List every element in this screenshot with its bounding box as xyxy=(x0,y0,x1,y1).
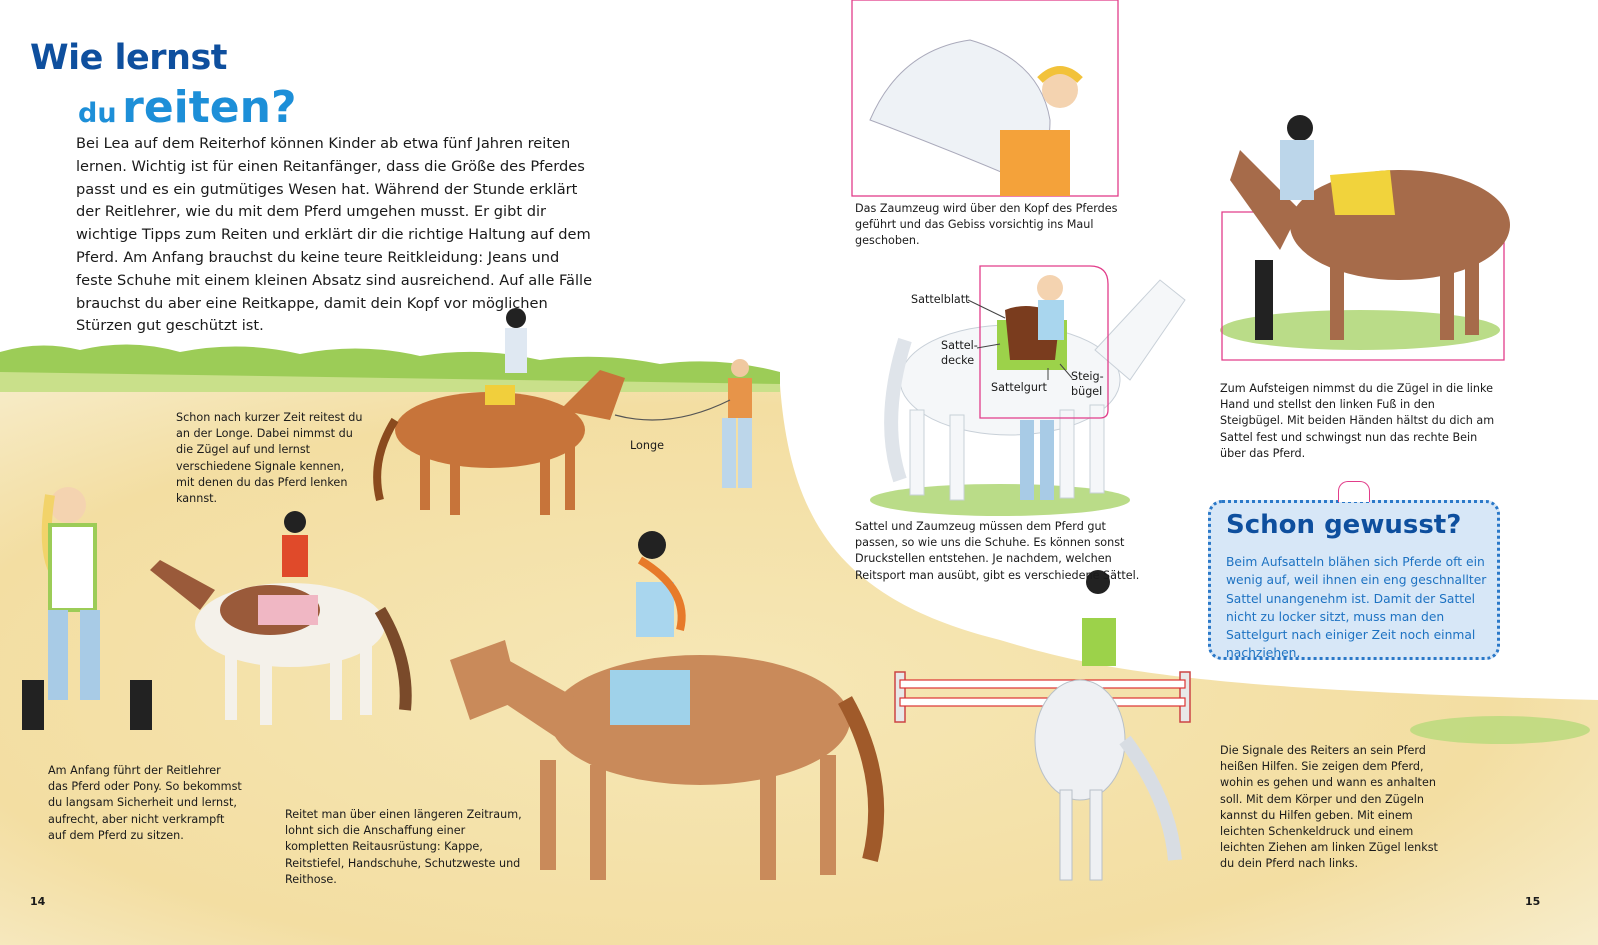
label-steigbuegel: Steig- bügel xyxy=(1071,370,1104,398)
page-number-left: 14 xyxy=(30,895,46,908)
page-number-right: 15 xyxy=(1525,895,1541,908)
page-title-reiten: reiten? xyxy=(122,82,297,133)
label-satteldecke: Sattel- decke xyxy=(941,339,978,367)
caption-start: Am Anfang führt der Reitlehrer das Pferd oder Pony. So bekommst du langsam Sicherheit und lernst, aufrecht, aber nicht verkrampft auf dem Pferd zu sitzen. xyxy=(48,764,242,842)
caption-saddle: Sattel und Zaumzeug müssen dem Pferd gut passen, so wie uns die Schuhe. Es können sonst Druckstellen entstehen. Je nachdem, welchen Reitsport man ausübt, gibt es verschiedene Sättel. xyxy=(855,520,1140,582)
fact-box-tab xyxy=(1338,481,1370,502)
caption-longe: Schon nach kurzer Zeit reitest du an der Longe. Dabei nimmst du die Zügel auf und lernst verschiedene Signale kennen, mit denen du das Pferd lenken kannst. xyxy=(176,411,363,506)
caption-signals: Die Signale des Reiters an sein Pferd heißen Hilfen. Sie zeigen dem Pferd, wohin es gehen und wann es anhalten soll. Mit dem Körper und den Zügeln kannst du Hilfen geben. Mit einem leichten Schenkeldruck und einem leichten Ziehen am linken Zügel lenkst du dein Pferd nach links. xyxy=(1220,744,1438,871)
caption-bridle: Das Zaumzeug wird über den Kopf des Pferdes geführt und das Gebiss vorsichtig ins Maul geschoben. xyxy=(855,202,1118,248)
caption-mount: Zum Aufsteigen nimmst du die Zügel in die linke Hand und stellst den linken Fuß in den Steigbügel. Mit beiden Händen hältst du dich am Sattel fest und schwingst nun das rechte Bein über das Pferd. xyxy=(1220,382,1495,460)
bridle-illustration xyxy=(852,0,1118,196)
page-title-du: du xyxy=(78,98,117,129)
caption-equipment: Reitet man über einen längeren Zeitraum, lohnt sich die Anschaffung einer kompletten Reitausrüstung: Kappe, Reitstiefel, Handschuhe, Schutzweste und Reithose. xyxy=(285,808,522,886)
intro-paragraph: Bei Lea auf dem Reiterhof können Kinder ab etwa fünf Jahren reiten lernen. Wichtig ist für einen Reitanfänger, dass die Größe des Pferdes passt und es ein gutmütiges Wesen hat. Während der Stunde erklärt der Reitlehrer, wie du mit dem Pferd umgehen musst. Er gibt dir wichtige Tipps zum Reiten und erklärt dir die richtige Haltung auf dem Pferd. Am Anfang brauchst du keine teure Reitkleidung: Jeans und feste Schuhe mit einem kleinen Absatz sind ausreichend. Auf alle Fälle brauchst du aber eine Reitkappe, damit dein Kopf vor möglichen Stürzen gut geschützt ist. xyxy=(76,135,593,335)
page-title-line1: Wie lernst xyxy=(30,38,228,78)
fact-box-text: Beim Aufsatteln blähen sich Pferde oft ein wenig auf, weil ihnen ein eng geschnallter Sattel unangenehm ist. Damit der Sattel nicht zu locker sitzt, muss man den Sattelgurt nach einiger Zeit noch einmal nachziehen. xyxy=(1226,555,1487,661)
label-sattelblatt: Sattelblatt xyxy=(911,293,970,306)
page-title-line2 xyxy=(78,82,297,133)
label-longe: Longe xyxy=(630,439,664,452)
fact-box-title: Schon gewusst? xyxy=(1226,510,1462,540)
label-sattelgurt: Sattelgurt xyxy=(991,381,1047,394)
